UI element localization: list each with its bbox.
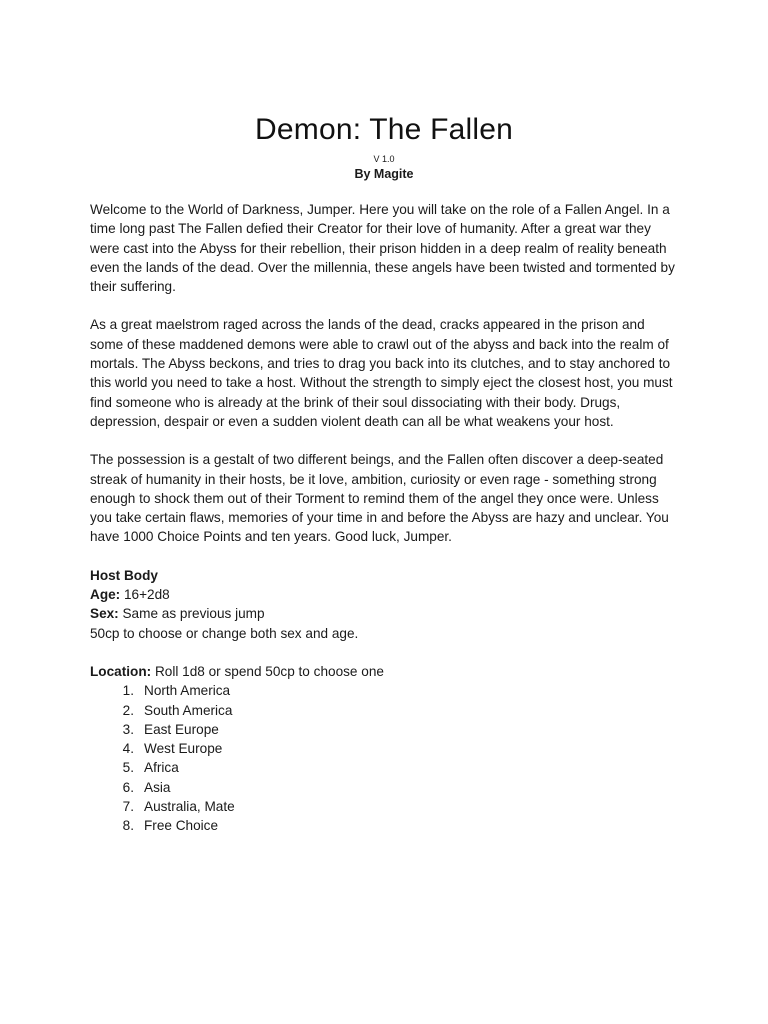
location-item-number: 2. [122,702,134,718]
location-list-item [90,701,678,720]
location-label: Location: [90,663,152,679]
location-item-text: West Europe [144,741,223,757]
location-item-number: 6. [122,779,134,795]
location-list-item [90,816,678,835]
age-label: Age: [90,587,121,603]
location-list-item [90,758,678,777]
location-item-text: Asia [144,779,171,795]
location-list-item [90,681,678,700]
version-label: V 1.0 [373,154,395,164]
location-item-text: Australia, Mate [144,799,235,815]
location-list [90,681,678,835]
sex-line [90,604,678,623]
age-value: 16+2d8 [120,587,170,603]
intro-paragraph-1: Welcome to the World of Darkness, Jumper. Here you will take on the role of a Fallen Angel. In a time long past The Fallen defied their Creator for their love of humanity. After a great war they were cast into the Abyss for their rebellion, their prison hidden in a deep realm of reality beneath even the lands of the dead. Over the millennia, these angels have been twisted and tormented by their suffering. [90,202,675,295]
sex-label: Sex: [90,606,119,622]
location-list-item [90,778,678,797]
location-instruction: Roll 1d8 or spend 50cp to choose one [151,663,384,679]
intro-paragraph-2: As a great maelstrom raged across the lands of the dead, cracks appeared in the prison and some of these maddened demons were able to crawl out of the abyss and back into the realm of mortals. The Abyss beckons, and tries to drag you back into its clutches, and to stay anchored to this world you need to take a host. Without the strength to simply eject the closest host, you must find someone who is already at the brink of their soul dissociating with their body. Drugs, depression, despair or even a sudden violent death can all be what weakens your host. [90,317,673,429]
location-item-number: 5. [122,760,134,776]
location-line [90,662,678,681]
host-body-heading: Host Body [90,567,158,583]
location-item-text: Africa [144,760,179,776]
intro-paragraph-3: The possession is a gestalt of two different beings, and the Fallen often discover a deep-seated streak of humanity in their hosts, be it love, ambition, curiosity or even rage - something strong enough to shock them out of their Torment to remind them of the angel they once were. Unless you take certain flaws, memories of your time in and before the Abyss are hazy and unclear. You have 1000 Choice Points and ten years. Good luck, Jumper. [90,452,669,545]
sex-value: Same as previous jump [118,606,265,622]
author-label: By Magite [354,167,414,181]
age-line [90,585,678,604]
location-item-text: East Europe [144,721,219,737]
location-section [90,662,678,836]
location-item-text: North America [144,683,231,699]
location-item-text: Free Choice [144,818,219,834]
host-body-section [90,566,678,643]
location-item-number: 1. [122,683,134,699]
location-item-number: 3. [122,721,134,737]
location-item-text: South America [144,702,233,718]
location-item-number: 8. [122,818,134,834]
location-item-number: 4. [122,741,134,757]
location-item-number: 7. [122,799,134,815]
location-list-item [90,797,678,816]
location-list-item [90,720,678,739]
location-list-item [90,739,678,758]
host-body-note: 50cp to choose or change both sex and age. [90,625,359,641]
document-title: Demon: The Fallen [255,113,513,146]
